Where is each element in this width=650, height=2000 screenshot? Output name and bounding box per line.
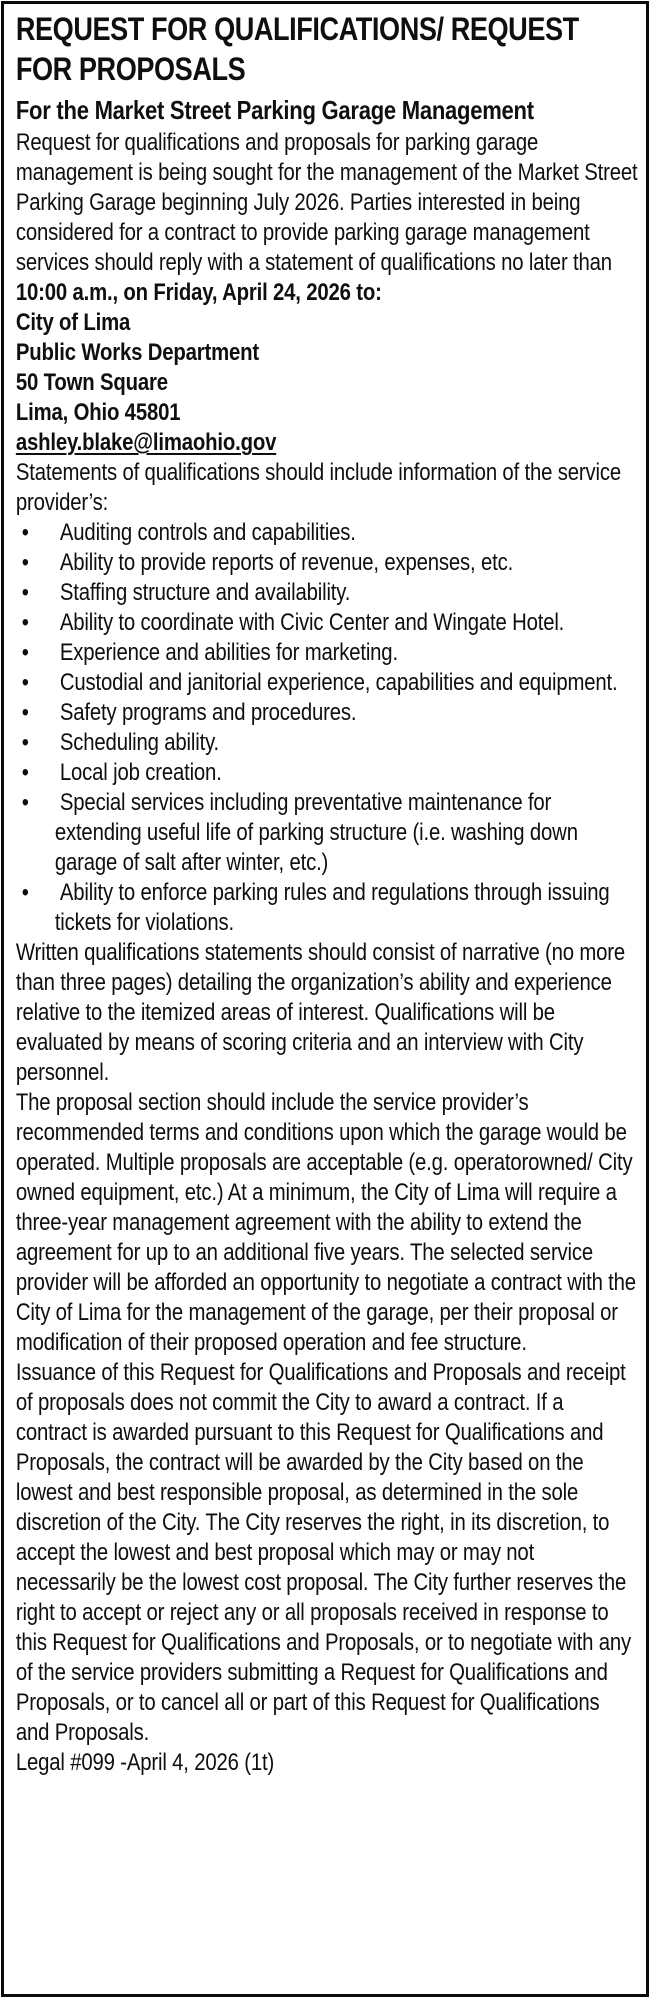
list-item [16,698,638,728]
list-item-text: Safety programs and procedures. [59,699,357,726]
address-block [16,308,638,428]
paragraph-issuance: Issuance of this Request for Qualifications and Proposals and receipt of proposals does not commit the City to award a contract. If a contract is awarded pursuant to this Request for Qualifications and Proposals, the contract will be awarded by the City based on the lowest and best responsible proposal, as determined in the sole discretion of the City. The City reserves the right, in its discretion, to accept the lowest and best proposal which may or may not necessarily be the lowest cost proposal. The City further reserves the right to accept or reject any or all proposals received in response to this Request for Qualifications and Proposals, or to negotiate with any of the service providers submitting a Request for Qualifications and Proposals, or to cancel all or part of this Request for Qualifications and Proposals. [15,1359,631,1746]
bullet-icon: • [21,879,29,906]
deadline-text: 10:00 a.m., on Friday, April 24, 2026 to: [15,279,382,306]
notice-subtitle: For the Market Street Parking Garage Management [15,95,534,125]
bullet-icon: • [21,519,29,546]
paragraph-written-qualifications: Written qualifications statements should consist of narrative (no more than three pages) detailing the organization’s ability and experience relative to the itemized areas of interest. Qualifications will be evaluated by means of scoring criteria and an interview with City personnel. [15,939,626,1086]
email-row [16,428,638,458]
list-item [16,548,638,578]
bullet-icon: • [21,759,29,786]
bullet-icon: • [21,549,29,576]
list-item-text: Ability to coordinate with Civic Center and Wingate Hotel. [59,609,565,636]
list-item [16,728,638,758]
list-item-text: Auditing controls and capabilities. [59,519,356,546]
bullet-icon: • [21,639,29,666]
list-item-text: Ability to provide reports of revenue, expenses, etc. [59,549,514,576]
list-item-text: Ability to enforce parking rules and regulations through issuing tickets for violations. [54,879,610,936]
requirements-intro: Statements of qualifications should include information of the service provider’s: [15,459,621,516]
list-item [16,608,638,638]
list-item [16,668,638,698]
bullet-icon: • [21,579,29,606]
list-item-text: Local job creation. [59,759,222,786]
legal-notice [1,1,649,1997]
list-item-text: Experience and abilities for marketing. [59,639,398,666]
list-item-text: Staffing structure and availability. [59,579,351,606]
list-item [16,518,638,548]
list-item [16,758,638,788]
list-item [16,638,638,668]
bullet-icon: • [21,729,29,756]
bullet-icon: • [21,699,29,726]
address-line: City of Lima [15,309,131,336]
list-item [16,878,638,938]
list-item-text: Scheduling ability. [59,729,220,756]
list-item-text: Custodial and janitorial experience, capabilities and equipment. [59,669,618,696]
bullet-icon: • [21,609,29,636]
intro-paragraph [16,128,638,308]
intro-text: Request for qualifications and proposals for parking garage management is being sought for the management of the Market Street Parking Garage beginning July 2026. Parties interested in being considered for a contract to provide parking garage management services should reply with a statement of qualifications no later than [15,129,638,276]
requirements-list [16,518,638,938]
address-line: 50 Town Square [15,369,168,396]
notice-content [4,4,646,1778]
email-link[interactable]: ashley.blake@limaohio.gov [15,429,277,456]
legal-footer: Legal #099 -April 4, 2026 (1t) [15,1749,275,1776]
bullet-icon: • [21,669,29,696]
address-line: Public Works Department [15,339,259,366]
notice-title: REQUEST FOR QUALIFICATIONS/ REQUEST FOR PROPOSALS [15,11,579,87]
list-item-text: Special services including preventative maintenance for extending useful life of parking structure (i.e. washing down garage of salt after winter, etc.) [54,789,578,876]
paragraph-proposal-section: The proposal section should include the service provider’s recommended terms and conditions upon which the garage would be operated. Multiple proposals are acceptable (e.g. operatorowned/ City owned equipment, etc.) At a minimum, the City of Lima will require a three-year management agreement with the ability to extend the agreement for up to an additional five years. The selected service provider will be afforded an opportunity to negotiate a contract with the City of Lima for the management of the garage, per their proposal or modification of their proposed operation and fee structure. [15,1089,636,1356]
list-item [16,788,638,878]
list-item [16,578,638,608]
bullet-icon: • [21,789,29,816]
address-line: Lima, Ohio 45801 [15,399,181,426]
